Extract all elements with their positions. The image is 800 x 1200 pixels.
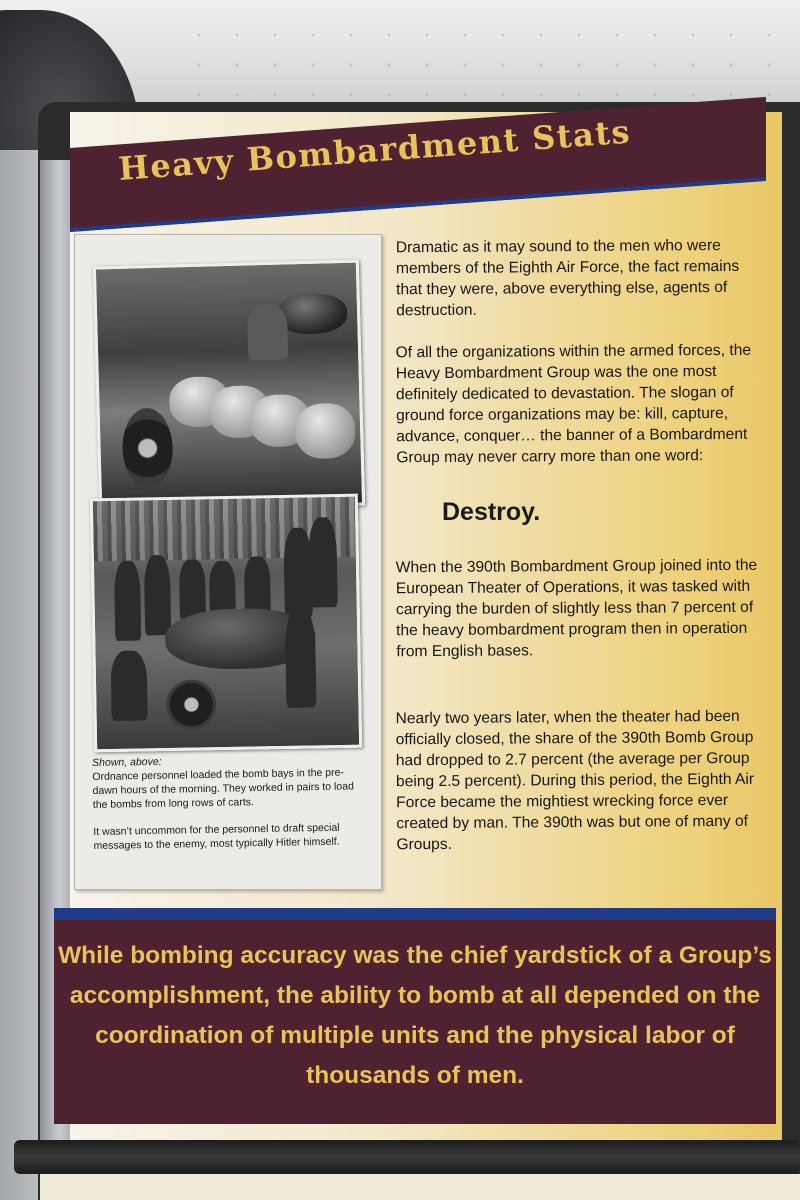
rivet-pattern (180, 20, 780, 110)
photo-caption (92, 751, 364, 853)
sign-stand-bar (14, 1140, 800, 1174)
emphasis-word: Destroy. (442, 498, 541, 526)
crew-member (144, 555, 171, 635)
paragraph-3: When the 390th Bombardment Group joined into the European Theater of Operations, it was tasked with carrying the burden of slightly less than 7 percent of the heavy bombardment program then in operation from English bases. (395, 556, 758, 661)
photo-bomb-bay-loading (93, 260, 365, 513)
crew-member (308, 517, 338, 607)
crew-member (114, 560, 141, 640)
cart-wheel (122, 408, 174, 489)
crew-member (110, 650, 147, 721)
caption-title: Shown, above: (92, 755, 162, 769)
sign-title: Heavy Bombardment Stats (117, 112, 633, 188)
sign-stand-lower-panel (40, 1174, 800, 1200)
cart-wheel (166, 679, 217, 730)
quote-text: While bombing accuracy was the chief yardstick of a Group’s accomplishment, the ability to bomb at all depended on the coordination of multiple units and the physical labor of thousands of men. (58, 942, 772, 1089)
crew-member (244, 556, 271, 616)
caption-text-2: It wasn’t uncommon for the personnel to draft special messages to the enemy, most typically Hitler himself. (93, 821, 340, 852)
bomb (295, 403, 356, 460)
photo-ordnance-crew (90, 494, 362, 753)
paragraph-4: Nearly two years later, when the theater had been officially closed, the share of the 390th Bomb Group had dropped to 2.7 percent (the average per Group being 2.5 percent). During this period, the Eighth Air Force became the mightiest wrecking force ever created by man. The 390th was but one of many of Groups. (395, 707, 755, 854)
paragraph-1: Dramatic as it may sound to the men who were members of the Eighth Air Force, the fact remains that they were, above everything else, agents of destruction. (395, 237, 740, 320)
caption-text-1: Ordnance personnel loaded the bomb bays in the pre-dawn hours of the morning. They worked in pairs to load the bombs from long rows of carts. (92, 766, 354, 811)
worker-figure (247, 304, 288, 360)
crew-member (179, 559, 206, 619)
crew-member (285, 607, 317, 708)
paragraph-2: Of all the organizations within the armed forces, the Heavy Bombardment Group was the one most definitely dedicated to devastation. The slogan of ground force organizations may be: kill, capture, advance, conquer… the banner of a Bombardment Group may never carry more than one word: (395, 341, 752, 467)
